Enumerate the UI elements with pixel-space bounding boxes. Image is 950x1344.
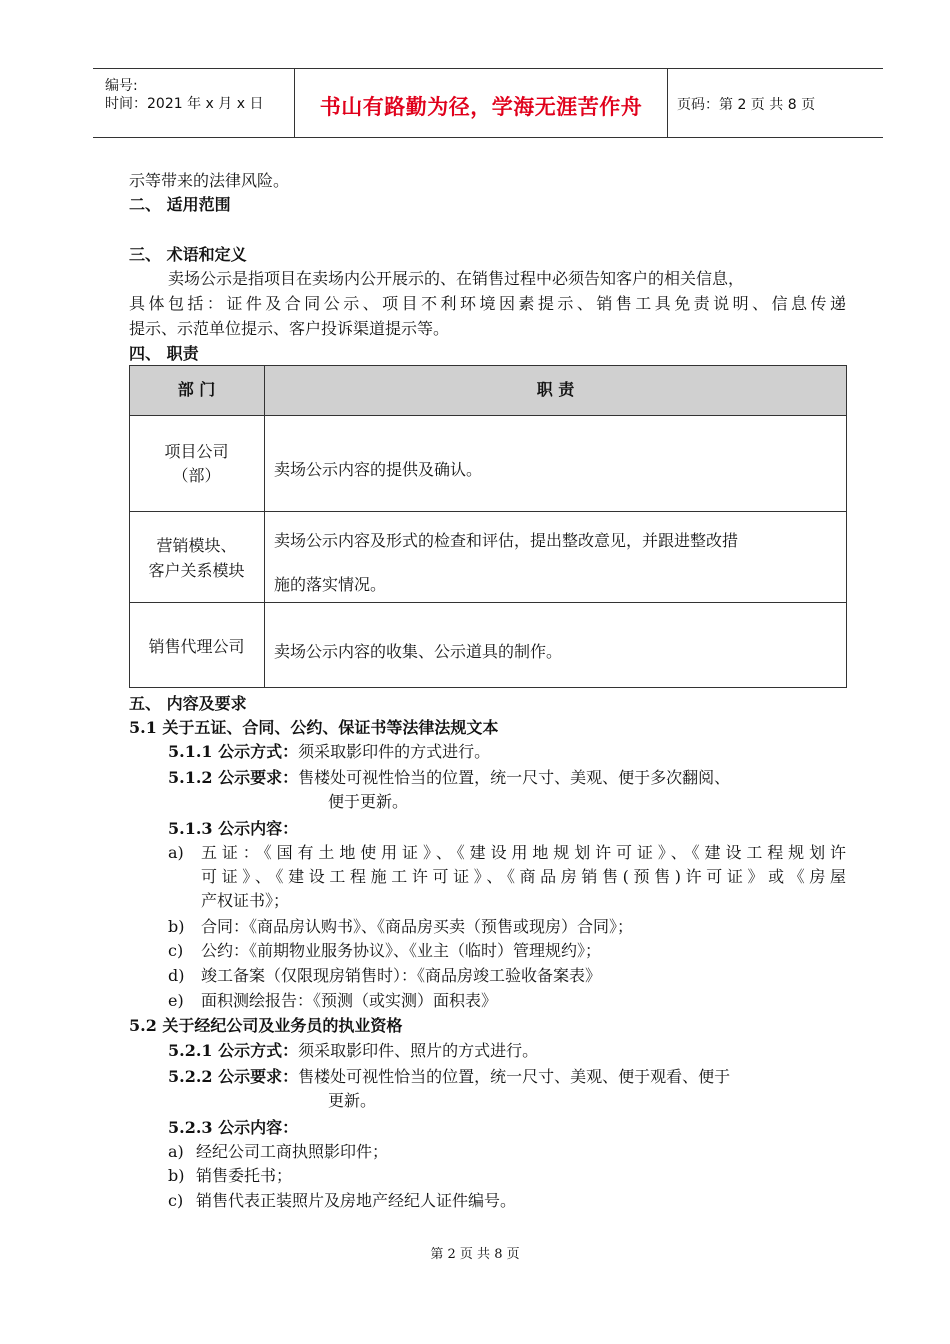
list-marker: b)	[168, 917, 185, 936]
doc-code-label: 编号:	[105, 78, 138, 94]
row3-duty: 卖场公示内容的收集、公示道具的制作。	[274, 642, 563, 661]
header-motto: 书山有路勤为径，学海无涯苦作舟	[319, 95, 643, 119]
section-5-2-heading: 5.2 关于经纪公司及业务员的执业资格	[129, 1016, 403, 1035]
row2-duty-line1: 卖场公示内容及形式的检查和评估，提出整改意见，并跟进整改措	[274, 531, 739, 550]
row1-duty: 卖场公示内容的提供及确认。	[274, 460, 483, 479]
row3-dept: 销售代理公司	[148, 637, 245, 656]
page-header	[93, 68, 883, 138]
s512-cont: 便于更新。	[328, 792, 409, 811]
list-item-line: 销售代表正装照片及房地产经纪人证件编号。	[196, 1191, 517, 1210]
list-marker: a)	[168, 1142, 184, 1161]
s511-line	[168, 741, 490, 763]
section-2-heading: 二、 适用范围	[129, 195, 231, 214]
table-header-dept: 部 门	[177, 380, 216, 399]
list-item-line: 产权证书》；	[201, 891, 290, 910]
continued-paragraph: 示等带来的法律风险。	[129, 171, 290, 190]
s512-line	[168, 767, 730, 789]
row1-dept-line1: 项目公司	[164, 442, 229, 461]
s512-label: 5.1.2 公示要求：	[168, 768, 299, 787]
section-4-heading: 四、 职责	[129, 344, 199, 363]
list-marker: e)	[168, 991, 184, 1010]
section-5-1-heading: 5.1 关于五证、合同、公约、保证书等法律法规文本	[129, 718, 499, 737]
section-3-heading: 三、 术语和定义	[129, 245, 247, 264]
row2-dept-line2: 客户关系模块	[148, 561, 245, 580]
list-marker: d)	[168, 966, 185, 985]
list-item-line: 竣工备案（仅限现房销售时）：《商品房竣工验收备案表》	[201, 966, 602, 985]
list-item-line: 销售委托书；	[196, 1166, 293, 1185]
list-item-line: 五证：《国有土地使用证》、《建设用地规划许可证》、《建设工程规划许	[201, 843, 846, 862]
row2-duty-line2: 施的落实情况。	[274, 575, 387, 594]
s511-text: 须采取影印件的方式进行。	[298, 742, 491, 761]
definition-line-3: 提示、示范单位提示、客户投诉渠道提示等。	[129, 319, 450, 338]
list-marker: b)	[168, 1166, 185, 1185]
list-item-line: 经纪公司工商执照影印件；	[196, 1142, 389, 1161]
s522-line	[168, 1066, 730, 1088]
s522-text: 售楼处可视性恰当的位置，统一尺寸、美观、便于观看、便于	[298, 1067, 731, 1086]
page-footer: 第 2 页 共 8 页	[430, 1247, 520, 1262]
s521-line	[168, 1040, 538, 1062]
list-marker: c)	[168, 941, 184, 960]
definition-line-1: 卖场公示是指项目在卖场内公开展示的、在销售过程中必须告知客户的相关信息，	[168, 269, 745, 288]
header-page-number: 页码：第 2 页 共 8 页	[677, 97, 816, 113]
responsibility-table	[129, 365, 847, 688]
s523-label: 5.2.3 公示内容：	[168, 1118, 299, 1137]
list-marker: a)	[168, 843, 184, 862]
s521-text: 须采取影印件、照片的方式进行。	[298, 1041, 539, 1060]
s513-label: 5.1.3 公示内容：	[168, 819, 299, 838]
list-item-line: 公约：《前期物业服务协议》、《业主（临时）管理规约》；	[201, 941, 602, 960]
row1-dept-line2: （部）	[172, 466, 221, 485]
list-item-line: 可证》、《建设工程施工许可证》、《商品房销售(预售)许可证》或《房屋	[201, 867, 846, 886]
header-page-cell	[667, 69, 883, 137]
s512-text: 售楼处可视性恰当的位置，统一尺寸、美观、便于多次翻阅、	[298, 768, 731, 787]
header-motto-cell	[294, 69, 668, 137]
s522-cont: 更新。	[328, 1091, 377, 1110]
s511-label: 5.1.1 公示方式：	[168, 742, 299, 761]
list-item-line: 合同：《商品房认购书》、《商品房买卖（预售或现房）合同》；	[201, 917, 634, 936]
s521-label: 5.2.1 公示方式：	[168, 1041, 299, 1060]
row2-dept-line1: 营销模块、	[156, 536, 237, 555]
section-5-heading: 五、 内容及要求	[129, 694, 247, 713]
list-item-line: 面积测绘报告：《预测（或实测）面积表》	[201, 991, 498, 1010]
list-marker: c)	[168, 1191, 184, 1210]
table-header-duty: 职 责	[536, 380, 575, 399]
definition-line-2: 具体包括：证件及合同公示、项目不利环境因素提示、销售工具免责说明、信息传递	[129, 294, 846, 313]
s522-label: 5.2.2 公示要求：	[168, 1067, 299, 1086]
header-meta-cell	[93, 69, 294, 137]
doc-time-label: 时间：2021 年 x 月 x 日	[105, 96, 264, 112]
